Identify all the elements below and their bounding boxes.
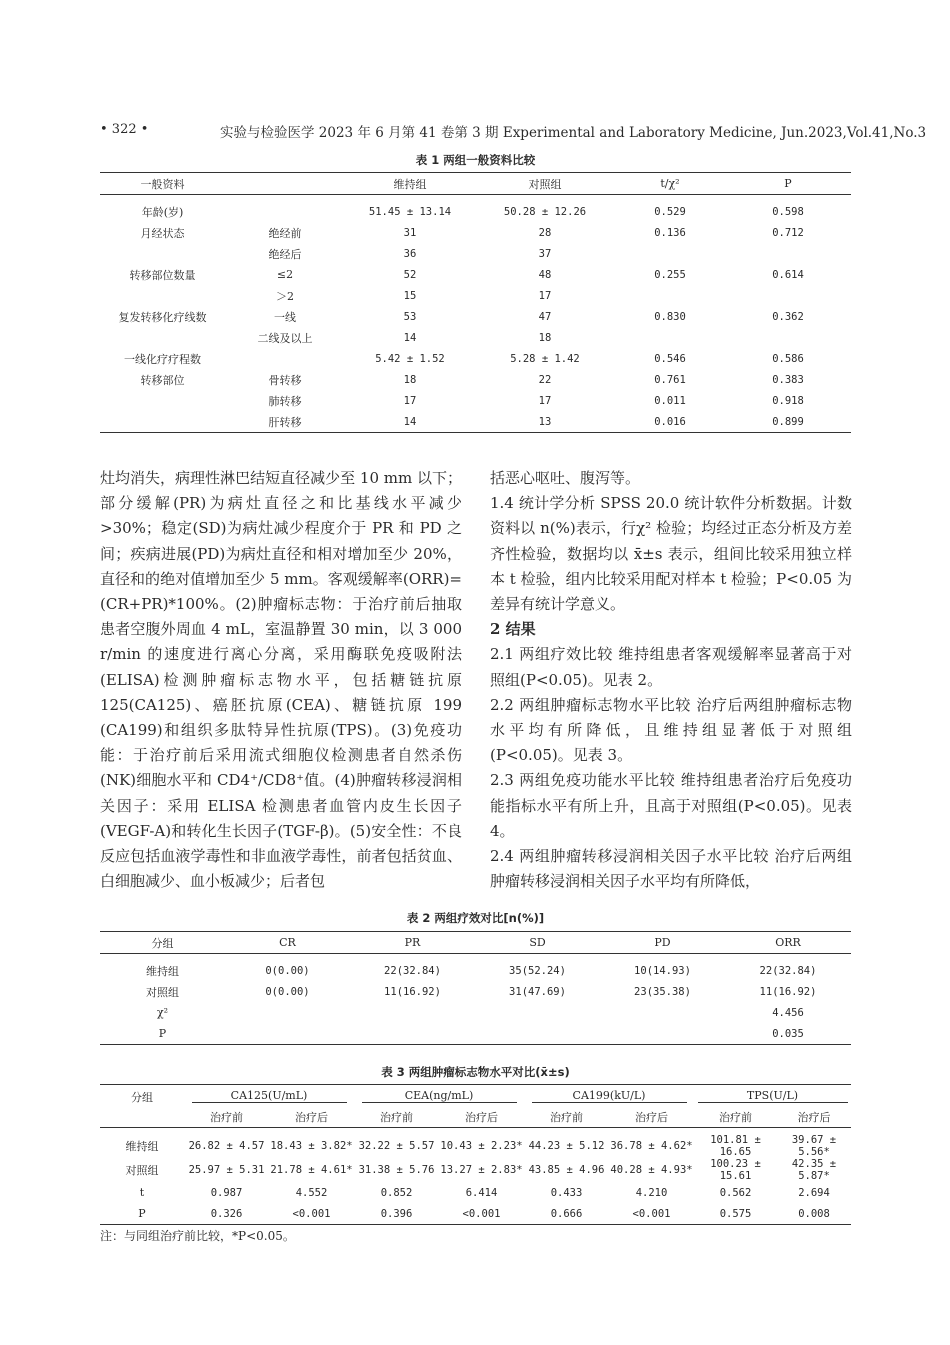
table3-sub-header: 治疗后 — [777, 1106, 851, 1128]
table2-header: ORR — [725, 932, 851, 954]
table-cell: 100.23 ± 15.61 — [710, 1158, 761, 1182]
table-cell: 26.82 ± 4.57 — [188, 1140, 265, 1152]
table-cell: 绝经后 — [268, 247, 302, 261]
table3-sub-header: 治疗后 — [439, 1106, 524, 1128]
table-cell: 0.326 — [184, 1203, 269, 1225]
table3-sub-header: 治疗后 — [609, 1106, 694, 1128]
table-cell: 对照组 — [146, 985, 179, 999]
table-cell — [100, 411, 225, 433]
table-cell: 0.546 — [654, 352, 686, 365]
table-cell: 4.456 — [772, 1006, 804, 1019]
table-cell — [350, 1002, 475, 1023]
table-cell: 维持组 — [146, 964, 179, 978]
table-cell: 0.575 — [694, 1203, 777, 1225]
table2-header: 分组 — [100, 932, 225, 954]
table-cell: 18 — [403, 373, 417, 386]
table1-header: 对照组 — [475, 173, 615, 195]
body-paragraph: 2.1 两组疗效比较 维持组患者客观缓解率显著高于对照组(P<0.05)。见表 2。 — [490, 645, 852, 689]
table-cell: 50.28 ± 12.26 — [503, 205, 587, 218]
table1-header: 一般资料 — [100, 173, 225, 195]
table-row — [100, 222, 851, 243]
table-row — [100, 369, 851, 390]
table-cell: 4.210 — [635, 1186, 668, 1199]
body-left-column — [100, 466, 462, 894]
table-cell — [100, 327, 225, 348]
table-cell — [475, 1023, 600, 1045]
table-cell: 44.23 ± 5.12 — [528, 1140, 605, 1152]
body-paragraph: 括恶心呕吐、腹泻等。 — [490, 469, 641, 487]
table-cell: 32.22 ± 5.57 — [358, 1140, 435, 1152]
table1-header: t/χ² — [615, 173, 725, 195]
table3-marker-header: CEA(ng/mL) — [354, 1085, 524, 1107]
table3 — [100, 1084, 851, 1225]
table-cell: 17 — [403, 394, 417, 407]
table-cell: 月经状态 — [140, 226, 185, 240]
table-cell: 22(32.84) — [384, 964, 441, 977]
table-cell: 0.987 — [210, 1186, 243, 1199]
table-cell: 22 — [538, 373, 552, 386]
table-cell: 21.78 ± 4.61* — [270, 1164, 353, 1176]
table-cell — [600, 1002, 725, 1023]
table-row — [100, 348, 851, 369]
table-row — [100, 1203, 851, 1225]
table-cell: χ² — [156, 1006, 169, 1019]
table-cell: 0.761 — [654, 373, 686, 386]
table-cell: 0.562 — [719, 1186, 752, 1199]
table2-header: PR — [350, 932, 475, 954]
table-cell: 0.016 — [615, 411, 725, 433]
table-cell: 23(35.38) — [634, 985, 691, 998]
table-cell — [100, 285, 225, 306]
table-row — [100, 195, 851, 223]
body-paragraph: 2.2 两组肿瘤标志物水平比较 治疗后两组肿瘤标志物水平均有所降低，且维持组显著低于对照组(P<0.05)。见表 3。 — [490, 695, 852, 765]
table-row — [100, 1128, 851, 1159]
table-cell: 0.614 — [772, 268, 804, 281]
table3-marker-header: CA125(U/mL) — [184, 1085, 354, 1107]
table-cell: 一线化疗疗程数 — [124, 352, 201, 366]
table-row — [100, 1182, 851, 1203]
table-cell: 肝转移 — [225, 411, 345, 433]
table-cell: 10(14.93) — [634, 964, 691, 977]
table-cell: 维持组 — [125, 1140, 159, 1153]
table-cell: 转移部位数量 — [129, 268, 196, 282]
table-row — [100, 1023, 851, 1045]
table-cell: 10.43 ± 2.23* — [440, 1140, 523, 1152]
table-cell: 101.81 ± 16.65 — [710, 1134, 761, 1158]
body-paragraph: 2.4 两组肿瘤转移浸润相关因子水平比较 治疗后两组肿瘤转移浸润相关因子水平均有所降低， — [490, 847, 852, 891]
table-cell: 47 — [538, 310, 552, 323]
table-cell: 48 — [538, 268, 552, 281]
table-cell: 0.383 — [772, 373, 804, 386]
table-cell: 复发转移化疗线数 — [118, 310, 207, 324]
table-cell: 42.35 ± 5.87* — [791, 1158, 837, 1182]
table-cell: 4.552 — [295, 1186, 328, 1199]
table-cell: 0.666 — [524, 1203, 609, 1225]
table-cell: ＞2 — [276, 289, 294, 303]
table-row — [100, 327, 851, 348]
table-cell: <0.001 — [269, 1203, 354, 1225]
table-cell: t — [139, 1186, 145, 1199]
table-cell: 0.011 — [654, 394, 686, 407]
table-cell — [100, 243, 225, 264]
table-cell: 36.78 ± 4.62* — [610, 1140, 693, 1152]
table-cell: 53 — [403, 310, 417, 323]
table-cell: 0(0.00) — [265, 964, 310, 977]
table-cell: 肺转移 — [268, 394, 302, 408]
table-cell — [600, 1023, 725, 1045]
table-cell: <0.001 — [609, 1203, 694, 1225]
table-cell: 15 — [403, 289, 417, 302]
table-cell: 0.255 — [654, 268, 686, 281]
table-row — [100, 1158, 851, 1182]
table-cell: <0.001 — [439, 1203, 524, 1225]
table-cell — [725, 243, 851, 264]
table-cell: 51.45 ± 13.14 — [368, 205, 452, 218]
page-number: • 322 • — [100, 122, 149, 137]
table-cell: 11(16.92) — [384, 985, 441, 998]
table-cell — [615, 327, 725, 348]
table-cell: 37 — [538, 247, 552, 260]
body-paragraph: 1.4 统计学分析 SPSS 20.0 统计软件分析数据。计数资料以 n(%)表示，行χ² 检验；均经过正态分析及方差齐性检验，数据均以 x̄±s 表示，组间比较采用独立样本 t 检验，组内比较采用配对样本 t 检验；P<0.05 为差异有统计学意义。 — [490, 494, 852, 614]
table-cell: 对照组 — [125, 1164, 159, 1177]
table2 — [100, 931, 851, 1045]
table-cell: 31(47.69) — [509, 985, 566, 998]
table-row — [100, 243, 851, 264]
table-cell: 35(52.24) — [509, 964, 566, 977]
table-cell: 5.42 ± 1.52 — [375, 352, 445, 365]
table-cell: ≤2 — [276, 268, 294, 281]
table-row — [100, 285, 851, 306]
table3-group-header: 分组 — [100, 1085, 184, 1128]
table-cell: 2.694 — [798, 1186, 830, 1199]
table-cell: 13.27 ± 2.83* — [440, 1164, 523, 1176]
table2-header: SD — [475, 932, 600, 954]
table3-marker-header: TPS(U/L) — [694, 1085, 851, 1107]
table-cell: 17 — [538, 289, 552, 302]
table1 — [100, 172, 851, 433]
table1-header: 维持组 — [345, 173, 475, 195]
table-cell: 14 — [345, 411, 475, 433]
table1-header: P — [725, 173, 851, 195]
section-heading: 2 结果 — [490, 620, 536, 639]
table-cell: 0.830 — [654, 310, 686, 323]
table-cell: 二线及以上 — [257, 331, 313, 345]
table-cell: 18 — [538, 331, 552, 344]
table-cell: 13 — [475, 411, 615, 433]
table-cell: 43.85 ± 4.96 — [528, 1164, 605, 1176]
table-cell: 转移部位 — [140, 373, 185, 387]
table-cell: 0.008 — [777, 1203, 851, 1225]
table-cell: 36 — [403, 247, 417, 260]
table-cell — [725, 327, 851, 348]
table-cell: 28 — [538, 226, 552, 239]
table-cell: 0.396 — [354, 1203, 439, 1225]
table-cell — [225, 195, 345, 223]
table-row — [100, 264, 851, 285]
table2-header: PD — [600, 932, 725, 954]
table-cell — [615, 243, 725, 264]
table-cell: 25.97 ± 5.31 — [188, 1164, 265, 1176]
table-cell — [350, 1023, 475, 1045]
table1-header — [225, 173, 345, 195]
table3-note: 注：与同组治疗前比较，*P<0.05。 — [100, 1229, 295, 1243]
table-cell: 0.362 — [772, 310, 804, 323]
table3-sub-header: 治疗前 — [354, 1106, 439, 1128]
table-cell — [475, 1002, 600, 1023]
table2-header: CR — [225, 932, 350, 954]
table-cell: 0.136 — [654, 226, 686, 239]
body-paragraph: 2.3 两组免疫功能水平比较 维持组患者治疗后免疫功能指标水平有所上升，且高于对照组(P<0.05)。见表 4。 — [490, 771, 852, 840]
table-row — [100, 390, 851, 411]
table-cell: 11(16.92) — [759, 985, 817, 998]
table-cell: 0.712 — [772, 226, 804, 239]
table-row — [100, 954, 851, 982]
table-cell: 年龄(岁) — [141, 205, 184, 219]
table1-caption: 表 1 两组一般资料比较 — [415, 153, 536, 167]
table-cell: 绝经前 — [268, 226, 302, 240]
table-cell: 0.899 — [725, 411, 851, 433]
table-cell: 22(32.84) — [759, 964, 817, 977]
table-cell: 6.414 — [465, 1186, 498, 1199]
table2-caption: 表 2 两组疗效对比[n(%)] — [406, 911, 545, 925]
table-cell: 0.529 — [654, 205, 686, 218]
table-row — [100, 981, 851, 1002]
table3-caption: 表 3 两组肿瘤标志物水平对比(x̄±s) — [381, 1065, 570, 1079]
table-cell: 31 — [403, 226, 417, 239]
body-right-column — [490, 466, 852, 894]
table-cell: P — [100, 1023, 225, 1045]
table-cell: 18.43 ± 3.82* — [270, 1140, 353, 1152]
table-cell — [725, 285, 851, 306]
table-cell: P — [100, 1203, 184, 1225]
table-row — [100, 1002, 851, 1023]
table3-marker-header: CA199(kU/L) — [524, 1085, 694, 1107]
table-cell: 0.035 — [725, 1023, 851, 1045]
table-cell — [100, 390, 225, 411]
body-paragraph: 灶均消失，病理性淋巴结短直径减少至 10 mm 以下；部分缓解(PR)为病灶直径之和比基线水平减少>30%；稳定(SD)为病灶减少程度介于 PR 和 PD 之间；疾病进展(PD)为病灶直径和相对增加至少 20%，直径和的绝对值增加至少 5 mm。客观缓解率(ORR)=(CR+PR)*100%。(2)肿瘤标志物：于治疗前后抽取患者空腹外周血 4 mL，室温静置 30 min，以 3 000 r/min 的速度进行离心分离，采用酶联免疫吸附法(ELISA)检测肿瘤标志物水平，包括糖链抗原 125(CA125)、癌胚抗原(CEA)、糖链抗原 199 (CA199)和组织多肽特异性抗原(TPS)。(3)免疫功能：于治疗前后采用流式细胞仪检测患者自然杀伤(NK)细胞水平和 CD4⁺/CD8⁺值。(4)肿瘤转移浸润相关因子：采用 ELISA 检测患者血管内皮生长因子(VEGF-A)和转化生长因子(TGF-β)。(5)安全性：不良反应包括血液学毒性和非血液学毒性，前者包括贫血、白细胞减少、血小板减少；后者包 — [100, 469, 462, 891]
table-cell: 39.67 ± 5.56* — [791, 1134, 837, 1158]
table-cell: 0(0.00) — [265, 985, 310, 998]
table-cell: 0.598 — [772, 205, 804, 218]
table-cell — [225, 348, 345, 369]
table-cell: 17 — [538, 394, 552, 407]
table-cell: 0.852 — [380, 1186, 413, 1199]
table-cell: 0.586 — [772, 352, 804, 365]
table-row — [100, 411, 851, 433]
table-cell: 骨转移 — [268, 373, 302, 387]
table-cell: 5.28 ± 1.42 — [510, 352, 580, 365]
table-row — [100, 306, 851, 327]
table3-sub-header: 治疗前 — [184, 1106, 269, 1128]
table3-sub-header: 治疗后 — [269, 1106, 354, 1128]
table-cell: 52 — [403, 268, 417, 281]
table-cell: 一线 — [274, 310, 296, 324]
table-cell: 0.918 — [772, 394, 804, 407]
table-cell — [225, 1023, 350, 1045]
table3-sub-header: 治疗前 — [694, 1106, 777, 1128]
table-cell: 14 — [403, 331, 417, 344]
table-cell — [225, 1002, 350, 1023]
table-cell — [615, 285, 725, 306]
journal-header: 实验与检验医学 2023 年 6 月第 41 卷第 3 期 Experimental and Laboratory Medicine, Jun.2023,Vol.41,No.3 — [220, 125, 927, 141]
table-cell: 31.38 ± 5.76 — [358, 1164, 435, 1176]
table-cell: 0.433 — [550, 1186, 583, 1199]
table3-sub-header: 治疗前 — [524, 1106, 609, 1128]
table-cell: 40.28 ± 4.93* — [610, 1164, 693, 1176]
